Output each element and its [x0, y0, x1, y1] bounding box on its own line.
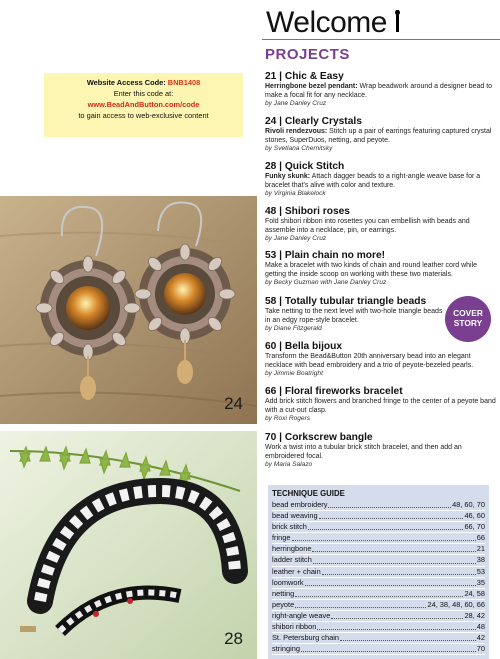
project-author: by Svetlana Chernitsky	[265, 145, 333, 153]
project-entry[interactable]	[265, 116, 497, 154]
project-author: by Jimmie Boatright	[265, 370, 323, 378]
technique-guide	[268, 485, 489, 659]
cover-story-line2: STORY	[453, 317, 483, 328]
technique-pages: 24, 38, 48, 60, 66	[427, 599, 485, 609]
leader-dots	[328, 507, 451, 508]
technique-term: right-angle weave	[272, 610, 331, 620]
project-entry[interactable]	[265, 296, 443, 334]
technique-pages: 66, 70	[464, 522, 485, 532]
technique-pages: 46, 60	[464, 511, 485, 521]
technique-row[interactable]	[272, 522, 485, 533]
technique-term: St. Petersburg chain	[272, 633, 339, 643]
technique-term: stringing	[272, 644, 300, 654]
cover-story-line1: COVER	[453, 308, 483, 318]
technique-term: peyote	[272, 599, 295, 609]
project-title: 53 | Plain chain no more!	[265, 250, 386, 261]
technique-row[interactable]	[272, 500, 485, 511]
access-code-label: Website Access Code:	[86, 78, 168, 87]
welcome-header	[262, 0, 500, 40]
project-title: 48 | Shibori roses	[265, 206, 350, 217]
technique-pages: 53	[476, 566, 485, 576]
earrings-photo	[0, 196, 257, 424]
technique-term: ladder stitch	[272, 555, 312, 565]
project-author: by Jane Danley Cruz	[265, 100, 327, 108]
access-code-note: to gain access to web-exclusive content	[78, 111, 209, 120]
leader-dots	[317, 629, 475, 630]
cover-story-badge	[445, 296, 491, 342]
technique-guide-title: TECHNIQUE GUIDE	[272, 489, 345, 498]
project-entry[interactable]	[265, 432, 497, 470]
technique-pages: 70	[476, 644, 485, 654]
access-code-url-link[interactable]: www.BeadAndButton.com/code	[87, 100, 200, 109]
technique-pages: 48, 60, 70	[452, 500, 485, 509]
project-description: Work a twist into a tubular brick stitch bracelet, and then add an embroidered focal.	[265, 444, 462, 460]
project-author: by Maria Salazo	[265, 461, 313, 469]
project-title: 60 | Bella bijoux	[265, 341, 343, 352]
leader-dots	[313, 563, 476, 564]
technique-row[interactable]	[272, 511, 485, 522]
project-description	[265, 128, 497, 145]
project-title: 70 | Corkscrew bangle	[265, 432, 373, 443]
technique-row[interactable]	[272, 533, 485, 544]
technique-row[interactable]	[272, 589, 485, 600]
technique-row[interactable]	[272, 600, 485, 611]
project-description: Transform the Bead&Button 20th anniversary bead into an elegant necklace with bead embroidery and a trio of peyote-bezeled pearls.	[265, 353, 474, 369]
project-entry[interactable]	[265, 161, 497, 199]
access-code-instruction: Enter this code at:	[113, 89, 174, 98]
project-description-lead: Herringbone bezel pendant:	[265, 83, 358, 90]
technique-row[interactable]	[272, 644, 485, 655]
leader-dots	[340, 640, 476, 641]
technique-row[interactable]	[272, 622, 485, 633]
access-code: BNB1408	[167, 78, 201, 87]
technique-pages: 35	[476, 577, 485, 587]
leader-dots	[292, 540, 476, 541]
technique-term: brick stitch	[272, 522, 307, 532]
project-entry[interactable]	[265, 386, 497, 424]
technique-row[interactable]	[272, 633, 485, 644]
leader-dots	[308, 529, 464, 530]
technique-term: bead embroidery	[272, 500, 328, 509]
earrings-illustration	[0, 196, 257, 424]
leader-dots	[322, 574, 476, 575]
project-description-text: Wrap beadwork around a designer bead to make a focal fit for any necklace.	[265, 83, 493, 99]
project-description: Take netting to the next level with two-hole triangle beads in an edgy rope-style bracelet.	[265, 308, 443, 324]
project-entry[interactable]	[265, 206, 497, 244]
project-author: by Virginia Blakelock	[265, 190, 326, 198]
technique-term: shibori ribbon	[272, 622, 317, 632]
project-entry[interactable]	[265, 341, 497, 379]
technique-term: netting	[272, 588, 295, 598]
technique-term: herringbone	[272, 544, 312, 554]
project-description: Make a bracelet with two kinds of chain and round leather cord while getting the inside scoop on working with these two materials.	[265, 262, 478, 278]
technique-pages: 48	[476, 622, 485, 632]
project-author: by Diane Fitzgerald	[265, 325, 322, 333]
leader-dots	[319, 518, 464, 519]
project-title: 21 | Chic & Easy	[265, 71, 344, 82]
project-description-lead: Rivoli rendezvous:	[265, 128, 328, 135]
bracelet-illustration	[0, 431, 257, 659]
project-description-lead: Funky skunk:	[265, 173, 311, 180]
project-description-text: Attach dagger beads to a right-angle weave base for a bracelet that's alive with color and texture.	[265, 173, 481, 189]
leader-dots	[295, 596, 463, 597]
project-author: by Roxi Rogers	[265, 415, 311, 423]
technique-term: leather + chain	[272, 566, 321, 576]
page-number-28: 28	[224, 629, 243, 648]
website-access-code-box	[44, 73, 243, 137]
leader-dots	[301, 651, 476, 652]
leader-dots	[312, 551, 475, 552]
technique-term: loomwork	[272, 577, 304, 587]
page-title: Welcome	[266, 6, 387, 39]
leader-dots	[305, 585, 476, 586]
leader-dots	[295, 607, 426, 608]
project-entry[interactable]	[265, 71, 497, 109]
project-entry[interactable]	[265, 250, 497, 288]
technique-row[interactable]	[272, 544, 485, 555]
technique-row[interactable]	[272, 578, 485, 589]
technique-term: bead weaving	[272, 511, 318, 521]
technique-pages: 66	[476, 533, 485, 543]
technique-term: fringe	[272, 533, 291, 543]
technique-pages: 28, 42	[464, 610, 485, 620]
leader-dots	[331, 618, 463, 619]
title-dot-accent	[395, 10, 400, 15]
project-title: 58 | Totally tubular triangle beads	[265, 296, 427, 307]
project-title: 28 | Quick Stitch	[265, 161, 345, 172]
technique-row[interactable]	[272, 567, 485, 578]
project-title: 24 | Clearly Crystals	[265, 116, 362, 127]
project-author: by Jane Danley Cruz	[265, 235, 327, 243]
technique-row[interactable]	[272, 611, 485, 622]
project-author: by Becky Guzman with Jane Danley Cruz	[265, 279, 387, 287]
bracelet-photo	[0, 431, 257, 659]
technique-pages: 21	[476, 544, 485, 554]
technique-row[interactable]	[272, 555, 485, 566]
page-number-24: 24	[224, 394, 243, 413]
project-description: Add brick stitch flowers and branched fringe to the center of a peyote band with a cut-out clasp.	[265, 398, 496, 414]
technique-pages: 24, 58	[464, 588, 485, 598]
project-title: 66 | Floral fireworks bracelet	[265, 386, 403, 397]
technique-pages: 38	[476, 555, 485, 565]
project-description	[265, 83, 497, 100]
project-description-text: Stitch up a pair of earrings featuring captured crystal stones, SuperDuos, netting, and peyote.	[265, 128, 492, 144]
projects-heading: PROJECTS	[265, 46, 350, 63]
technique-pages: 42	[476, 633, 485, 643]
project-description	[265, 173, 497, 190]
project-description: Fold shibori ribbon into rosettes you can embellish with beads and assemble into a necklace, pin, or earrings.	[265, 218, 470, 234]
